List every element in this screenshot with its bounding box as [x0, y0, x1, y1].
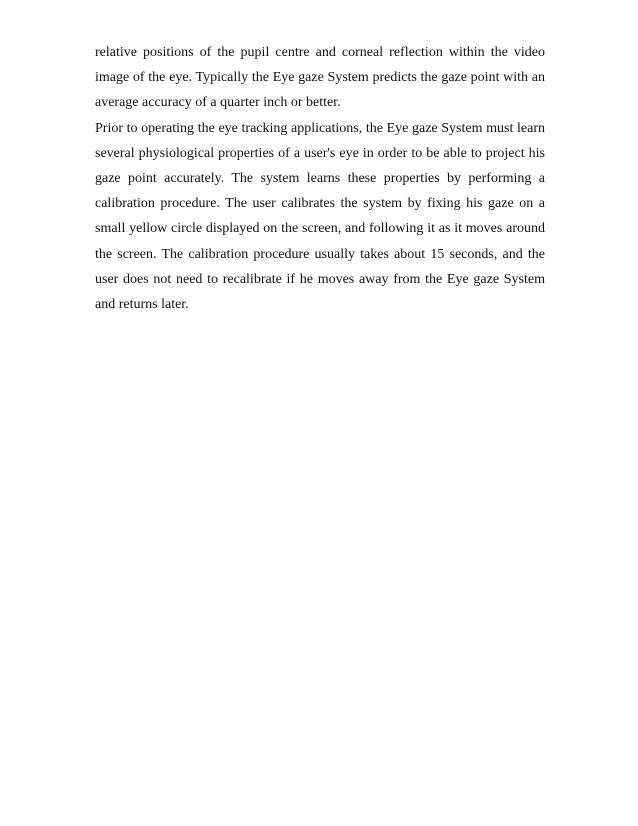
body-text: [95, 40, 545, 317]
paragraph-gaze-accuracy: relative positions of the pupil centre and corneal reflection within the video image of the eye. Typically the Eye gaze System predicts the gaze point with an average accuracy of a quarter inch or better.: [95, 45, 545, 111]
paragraph-calibration: Prior to operating the eye tracking applications, the Eye gaze System must learn several physiological properties of a user's eye in order to be able to project his gaze point accurately. The system learns these properties by performing a calibration procedure. The user calibrates the system by fixing his gaze on a small yellow circle displayed on the screen, and following it as it moves around the screen. The calibration procedure usually takes about 15 seconds, and the user does not need to recalibrate if he moves away from the Eye gaze System and returns later.: [95, 120, 545, 313]
